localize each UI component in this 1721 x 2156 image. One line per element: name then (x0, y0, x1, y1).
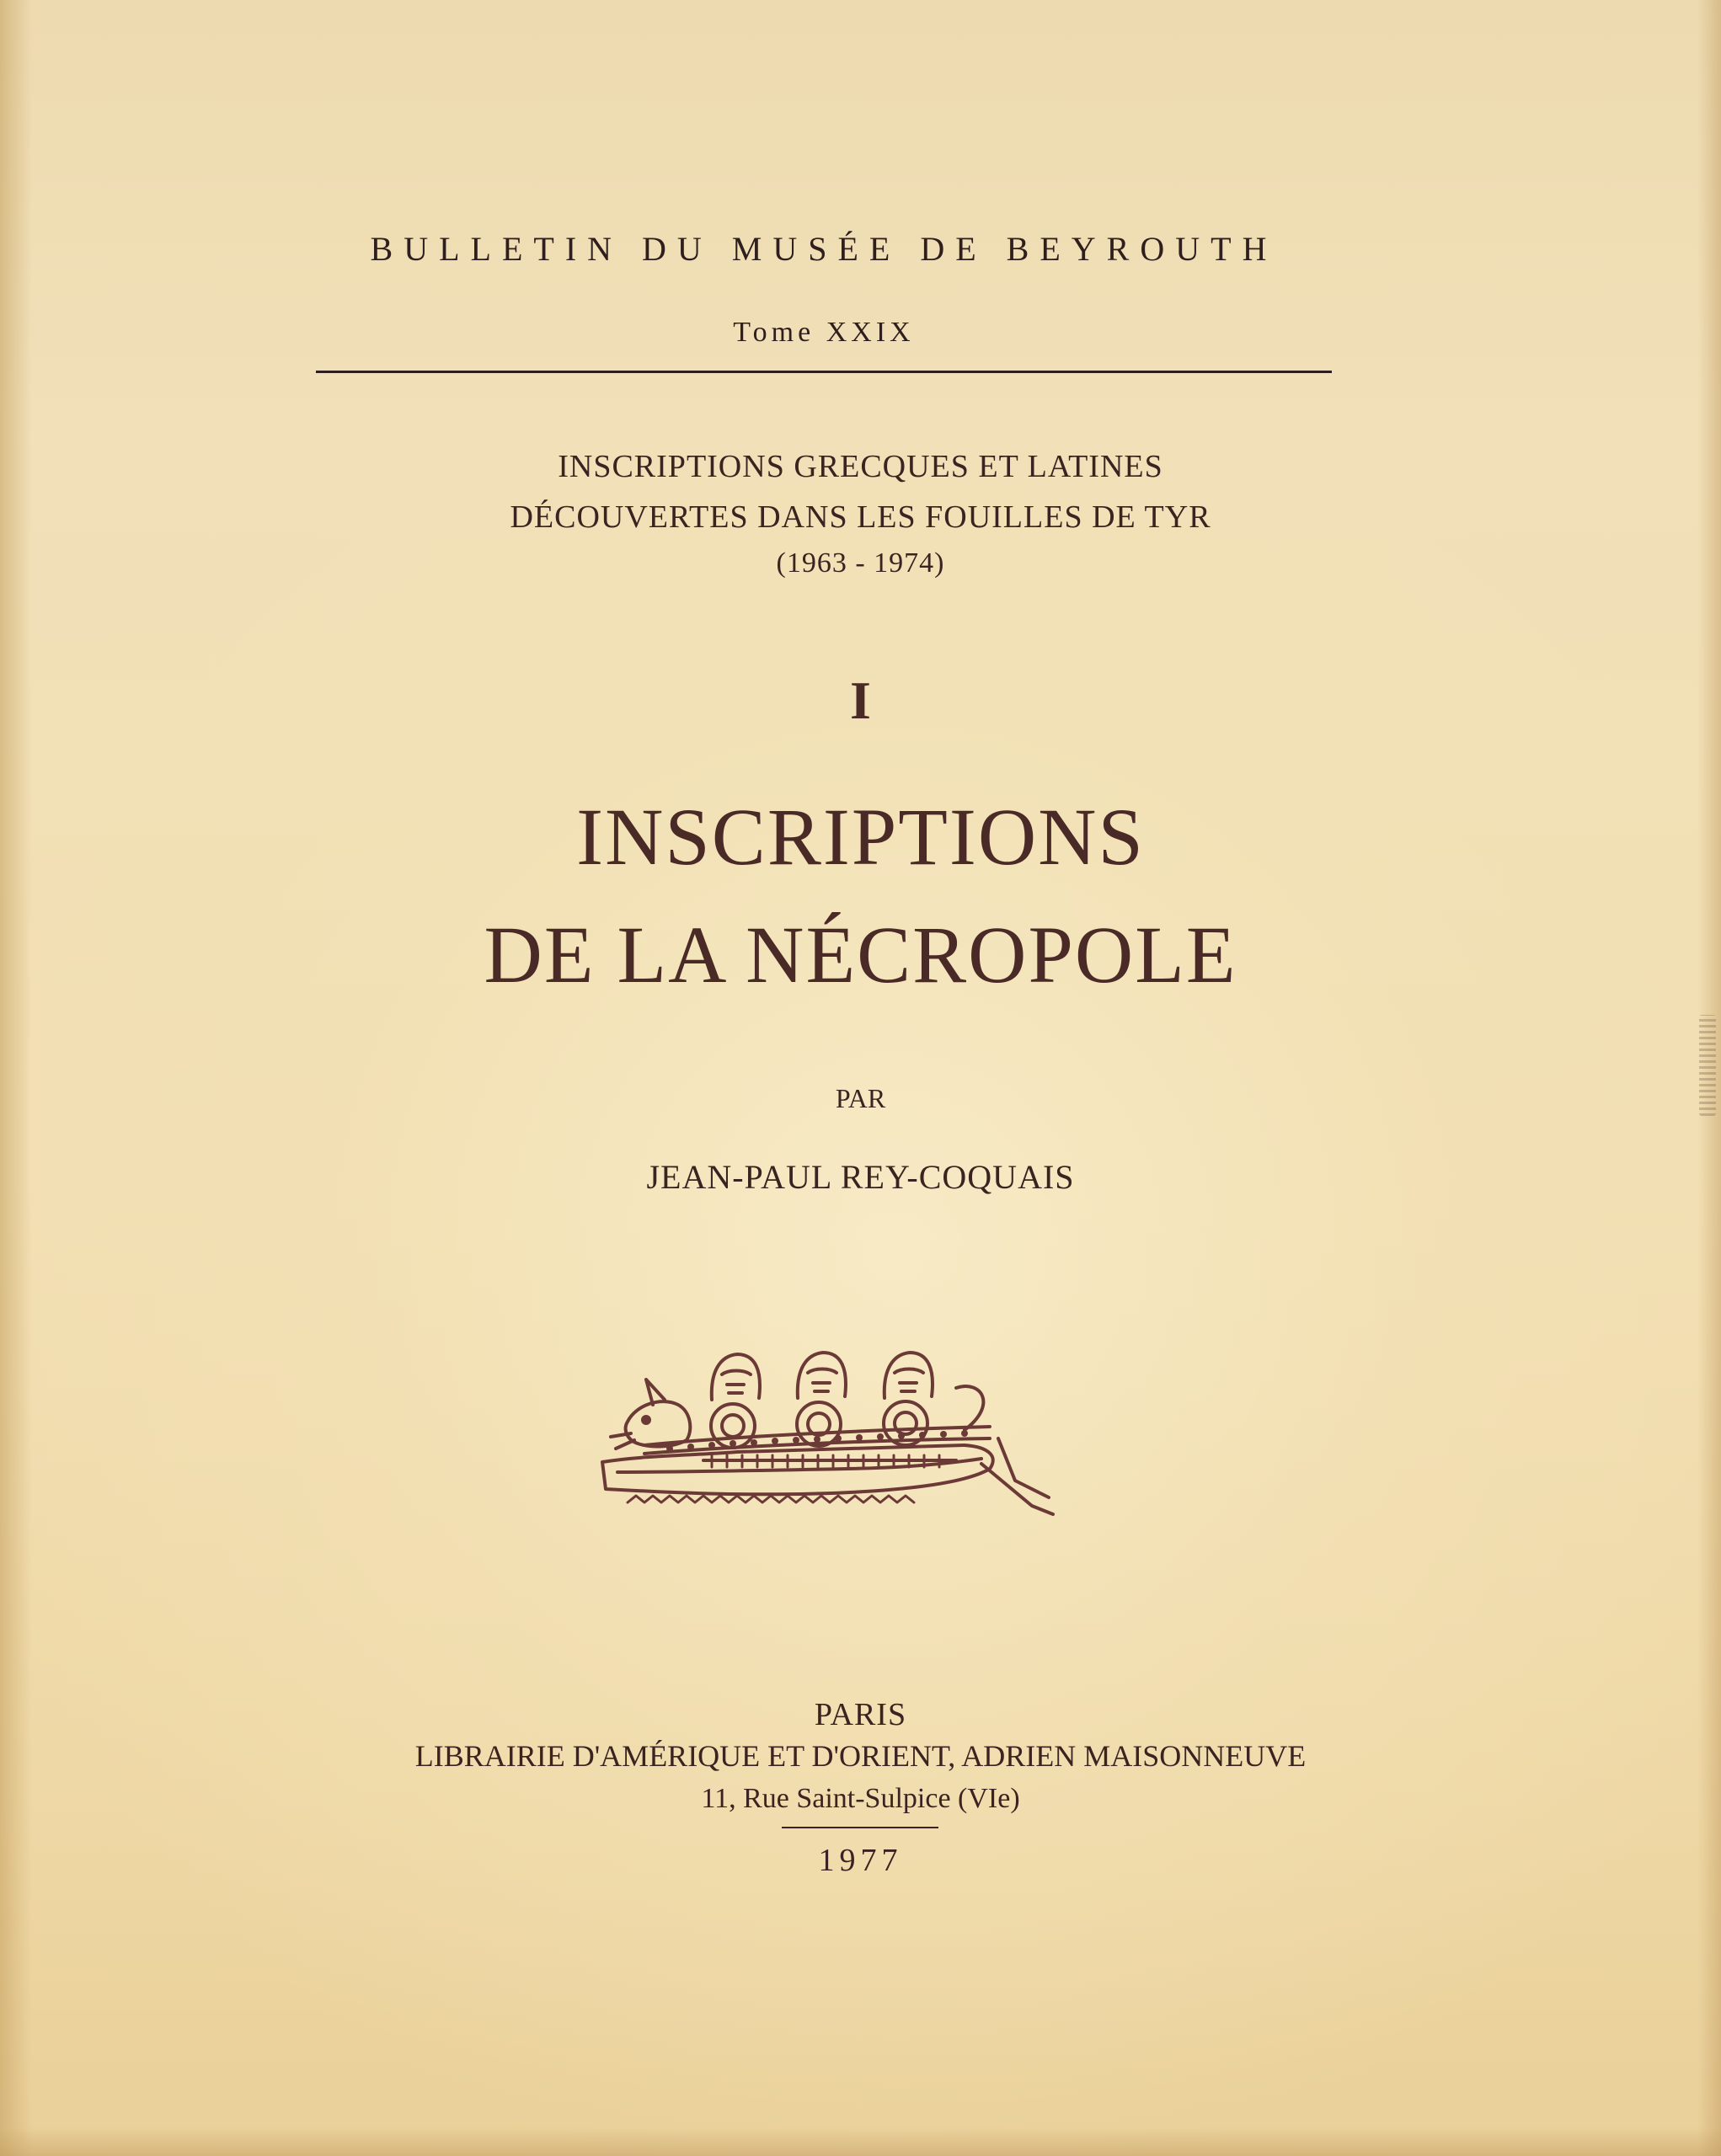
author-name: JEAN-PAUL REY-COQUAIS (646, 1158, 1075, 1196)
paper-shadow-bottom (0, 2127, 1721, 2156)
publication-year: 1977 (818, 1843, 903, 1878)
paper-shadow-left (0, 0, 32, 2156)
subtitle-line-1: INSCRIPTIONS GRECQUES ET LATINES (558, 449, 1163, 484)
main-title-line-2: DE LA NÉCROPOLE (484, 910, 1237, 1000)
subtitle-line-2: DÉCOUVERTES DANS LES FOUILLES DE TYR (510, 499, 1211, 535)
header-rule (316, 371, 1332, 373)
publisher-name: LIBRAIRIE D'AMÉRIQUE ET D'ORIENT, ADRIEN MAISONNEUVE (414, 1739, 1307, 1773)
main-title-line-1: INSCRIPTIONS (576, 792, 1145, 882)
ancient-galley-ship-icon (594, 1346, 1074, 1598)
imprint-rule (782, 1827, 938, 1828)
publisher-address: 11, Rue Saint-Sulpice (VIe) (701, 1783, 1020, 1814)
by-label: PAR (835, 1083, 886, 1113)
publication-city: PARIS (814, 1697, 907, 1732)
volume-number: I (850, 670, 871, 730)
series-title: BULLETIN DU MUSÉE DE BEYROUTH (370, 230, 1278, 268)
subtitle-dates: (1963 - 1974) (776, 547, 945, 579)
tome-number: Tome XXIX (733, 317, 915, 348)
